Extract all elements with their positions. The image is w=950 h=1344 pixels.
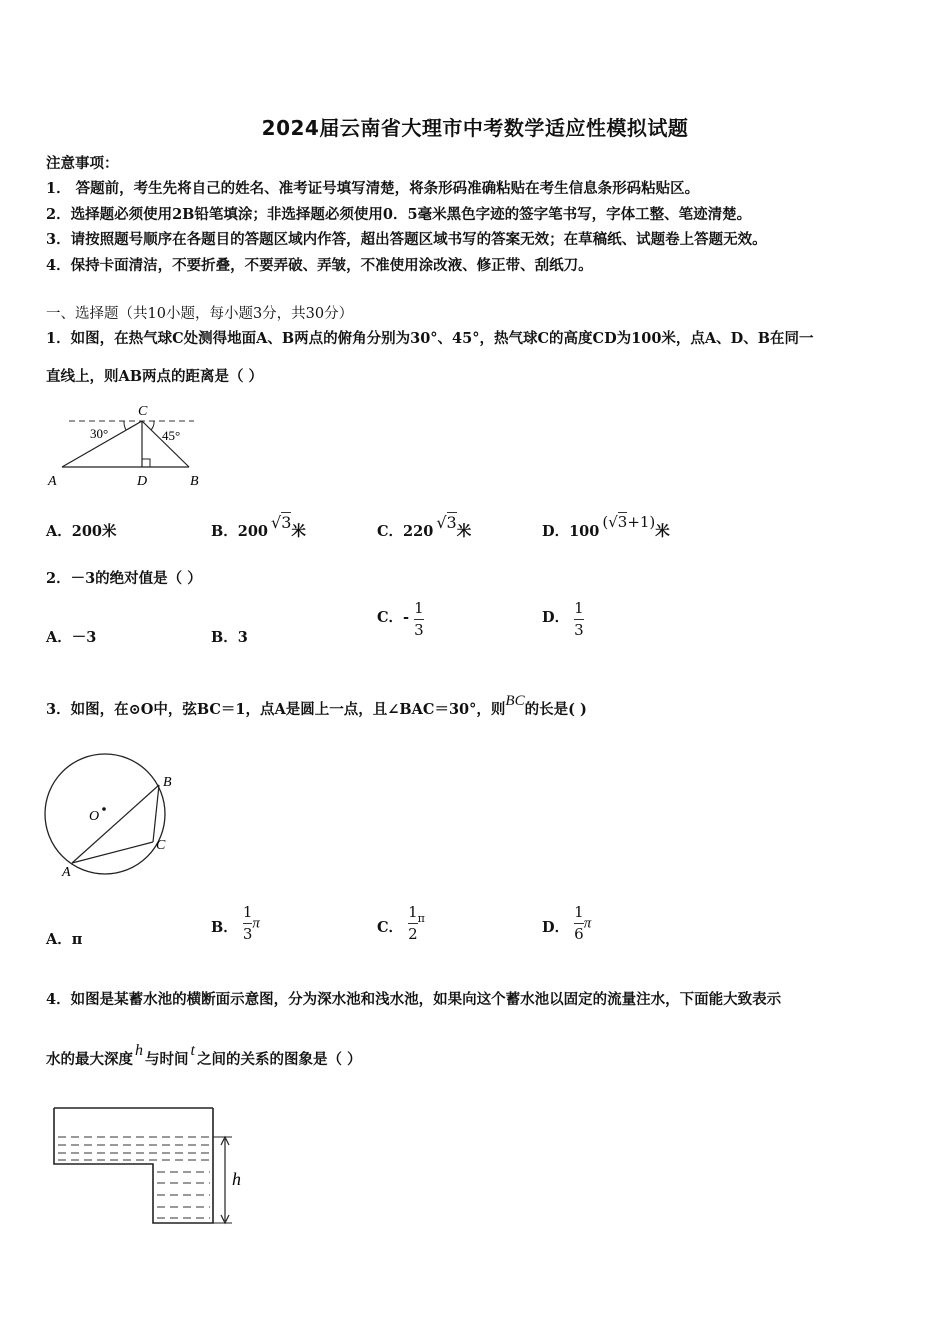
notice-item: 1． 答题前，考生先将自己的姓名、准考证号填写清楚，将条形码准确粘贴在考生信息条形码粘贴区。 (46, 180, 700, 197)
angle-arc-right (151, 421, 154, 430)
q1-option-b-label: B．200 (211, 523, 269, 540)
q2-option-d (542, 600, 584, 639)
q1-option-d (542, 513, 670, 541)
label-angle-45: 45° (162, 428, 181, 443)
question-4-line-2: 水的最大深度h与时间t之间的关系的图象是（ ） (46, 1042, 362, 1068)
fraction: $\frac{1}{6}$ (574, 903, 584, 943)
arc-bc: BC (505, 693, 525, 709)
angle-arc-left (124, 421, 126, 430)
q3-option-c: C． $\frac{1}{2}$ $^\pi$ (377, 903, 425, 943)
label-h: h (232, 1169, 241, 1189)
label-d: D (137, 474, 148, 489)
q2-option-c-label: C．- (377, 608, 410, 626)
water-lines (58, 1137, 210, 1218)
label-b: B (163, 775, 172, 790)
fraction: $\frac{1}{3}$ (242, 903, 253, 943)
chord-bc (153, 785, 159, 842)
q2-option-d-label: D． (542, 608, 570, 626)
label-c: C (138, 404, 148, 419)
pool-outline (54, 1108, 213, 1223)
variable-t: t (190, 1042, 195, 1059)
pi-symbol: π (252, 915, 260, 932)
q1-option-d-label: D．100 (542, 523, 600, 540)
q1-option-d-expression: (√3+1) (602, 513, 656, 531)
q3-option-a: A．π (46, 931, 83, 948)
notice-item: 2．选择题必须使用2B铅笔填涂；非选择题必须使用0．5毫米黑色字迹的签字笔书写，字体工整、笔迹清楚。 (46, 206, 752, 223)
right-angle-mark (142, 459, 150, 467)
notice-item: 4．保持卡面清洁，不要折叠，不要弄破、弄皱，不准使用涂改液、修正带、刮纸刀。 (46, 257, 593, 274)
question-3-stem: 3．如图，在⊙O中，弦BC＝1，点A是圆上一点，且∠BAC＝30°，则BC的长是( ) (46, 693, 587, 718)
label-angle-30: 30° (90, 426, 109, 441)
q2-option-c (377, 600, 424, 639)
q3-option-d: D． $\frac{1}{6}$ π (542, 903, 592, 943)
question-3-figure (42, 748, 182, 880)
q1-option-b-unit: 米 (291, 523, 306, 540)
label-a: A (48, 474, 57, 489)
question-1-line-1: 1．如图，在热气球C处测得地面A、B两点的俯角分别为30°、45°，热气球C的高度CD为100米，点A、D、B在同一 (46, 330, 814, 347)
label-o: O (89, 809, 100, 824)
q2-option-a: A．－3 (46, 629, 97, 646)
pi-symbol: π (583, 915, 592, 932)
question-2-stem: 2．－3的绝对值是（ ） (46, 570, 202, 587)
page-title: 2024届云南省大理市中考数学适应性模拟试题 (261, 116, 689, 140)
q1-option-c-unit: 米 (456, 523, 472, 540)
fraction: $\frac{1}{3}$ (574, 599, 584, 639)
variable-h: h (135, 1042, 143, 1059)
circle-o (45, 754, 165, 874)
q1-option-c (377, 513, 472, 541)
q1-option-b (211, 513, 306, 541)
label-b: B (190, 474, 199, 489)
question-1-figure (44, 400, 214, 492)
q3-option-b: B． $\frac{1}{3}$ π (211, 903, 260, 943)
notice-heading: 注意事项： (46, 155, 119, 172)
sqrt-icon: √3 (608, 513, 628, 531)
sqrt-icon: √3 (436, 513, 457, 532)
section-heading: 一、选择题（共10小题，每小题3分，共30分） (46, 306, 354, 322)
q1-option-c-label: C．220 (377, 523, 434, 540)
notice-item: 3．请按照题号顺序在各题目的答题区域内作答，超出答题区域书写的答案无效；在草稿纸、试题卷上答题无效。 (46, 231, 767, 248)
q2-option-b: B．3 (211, 629, 248, 646)
question-4-figure (48, 1100, 258, 1232)
label-a: A (62, 865, 71, 880)
sqrt-icon: √3 (271, 513, 292, 532)
q1-option-a: A．200米 (46, 523, 117, 540)
pi-symbol: π (417, 911, 425, 925)
fraction: $\frac{1}{2}$ (408, 903, 418, 943)
question-1-line-2: 直线上，则AB两点的距离是（ ） (46, 368, 264, 385)
question-4-line-1: 4．如图是某蓄水池的横断面示意图，分为深水池和浅水池，如果向这个蓄水池以固定的流量注水，下面能大致表示 (46, 991, 782, 1008)
q1-option-d-unit: 米 (655, 523, 670, 540)
fraction: $\frac{1}{3}$ (414, 599, 424, 639)
label-c: C (156, 838, 166, 853)
center-point (102, 807, 106, 811)
